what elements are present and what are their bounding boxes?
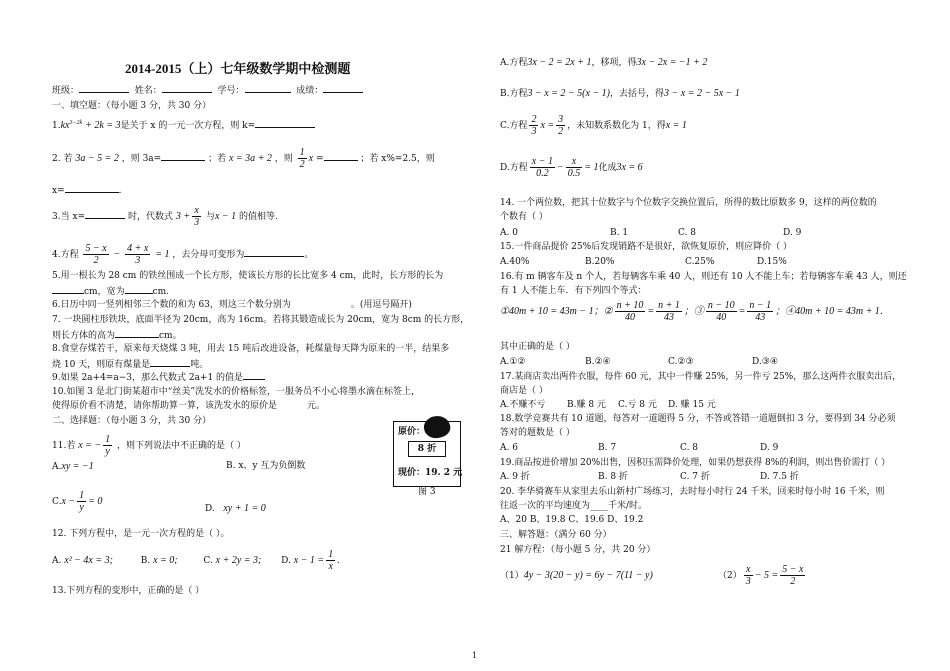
ink-blot: [422, 413, 453, 441]
q19-option-b[interactable]: B. 8 折: [598, 472, 628, 482]
q17-option-a[interactable]: A.不赚不亏: [500, 400, 546, 410]
q19-option-a[interactable]: A. 9 折: [500, 472, 530, 482]
q16-option-a[interactable]: A.①②: [500, 357, 526, 367]
price-tag-discount: 8 折: [408, 441, 446, 457]
question-18: 18.数学竞赛共有 10 道题，每答对一道题得 5 分，不答或答错一道题倒扣 3 分，要得到 34 分必须 答对的题数是（ ）: [500, 414, 896, 438]
page-title: 2014-2015（上）七年级数学期中检测题: [125, 61, 351, 76]
score-field[interactable]: [323, 92, 363, 93]
id-label: 学号：: [217, 86, 245, 96]
q16-prompt: 其中正确的是（ ）: [500, 342, 575, 352]
q11-option-a[interactable]: A.xy = −1: [52, 461, 94, 472]
q13-option-b[interactable]: B.方程3 − x = 2 − 5(x − 1)，去括号，得3 − x = 2 − 5x − 1: [500, 88, 740, 99]
q16-equations: ①40m + 10 = 43m − 1；② $\frac{n + 10}{40}$ = $\frac{n + 1}{43}$ ；③ $\frac{n - 10}{40}$ = $\frac{n - 1}{43}$ ；④40m + 10 = 43m + 1．: [500, 300, 890, 323]
question-9: 9.如果 2a+4=a−3，那么代数式 2a+1 的值是: [52, 373, 265, 384]
question-10: 10.如图 3 是北门街某超市中“丝美”洗发水的价格标签，一服务员不小心将墨水滴在标签上， 使得原价看不清楚，请你帮助算一算，该洗发水的原价是 元。: [52, 387, 420, 411]
q12-option-b[interactable]: B. x = 0;: [140, 555, 178, 566]
question-6: 6.日历中同一竖列相邻三个数的和为 63，则这三个数分别为 。(用逗号隔开): [52, 300, 412, 310]
q12-options: [52, 549, 340, 572]
question-16: 16.有 m 辆客车及 n 个人，若每辆客车乘 40 人，则还有 10 人不能上车；若每辆客车乘 43 人，则还 有 1 人不能上车．有下列四个等式：: [500, 272, 907, 296]
q16-option-d[interactable]: D.③④: [752, 357, 778, 367]
q14-option-c[interactable]: C. 8: [678, 228, 697, 238]
q15-option-b[interactable]: B.20%: [585, 257, 615, 267]
question-2: 2. 若 3a − 5 = 2 ，则 3a= ；若 x = 3a + 2 ，则 $\frac{1}{2}$ x = ；若 x%=2.5，则: [52, 147, 435, 170]
score-label: 成绩：: [296, 86, 324, 96]
q15-option-c[interactable]: C.25%: [685, 257, 715, 267]
section3-heading: 三、解答题：（满分 60 分）: [500, 530, 612, 540]
q12-option-d[interactable]: D. x − 1 = $\frac{1}{x}$ .: [281, 549, 340, 572]
question-14: 14. 一个两位数，把其十位数字与个位数字交换位置后，所得的数比原数多 9，这样的两位数的 个数有（ ）: [500, 198, 877, 222]
question-3: 3.当 x= 时，代数式 3 + $\frac{x}{3}$ 与x − 1 的值相等.: [52, 205, 278, 228]
q12-option-a[interactable]: A. x² − 4x = 3;: [52, 555, 113, 566]
q16-option-b[interactable]: B.②④: [585, 357, 611, 367]
q16-option-c[interactable]: C.②③: [668, 357, 694, 367]
question-12: 12. 下列方程中，是一元一次方程的是（ ）。: [52, 529, 230, 539]
question-4: 4.方程 $\frac{5 - x}{2}$ − $\frac{4 + x}{3}$ = 1 ，去分母可变形为 。: [52, 243, 314, 266]
q14-option-d[interactable]: D. 9: [783, 228, 802, 238]
id-field[interactable]: [245, 92, 291, 93]
q15-option-d[interactable]: D.15%: [757, 257, 787, 267]
q17-option-b[interactable]: B.赚 8 元: [567, 400, 606, 410]
q19-option-d[interactable]: D. 7.5 折: [760, 472, 799, 482]
question-7: 7. 一块圆柱形铁块，底面半径为 20cm，高为 16cm。若将其锻造成长为 20cm，宽为 8cm 的长方形， 则长方体的高为 cm。: [52, 315, 470, 341]
question-8: 8.食堂存煤若干，原来每天烧煤 3 吨，用去 15 吨后改进设备，耗煤量每天降为原来的一半，结果多 烧 10 天，则原有煤量是 吨。: [52, 344, 450, 370]
class-label: 班级：: [52, 86, 80, 96]
price-tag: [393, 421, 461, 487]
question-17: 17.某商店卖出两件衣服，每件 60 元，其中一件赚 25%，另一件亏 25%，那么这两件衣服卖出后， 商店是（ ）: [500, 372, 902, 396]
q20-options[interactable]: A、20 B、19.8 C、19.6 D、19.2: [500, 515, 644, 525]
price-tag-current: 现价：19. 2 元: [398, 468, 463, 478]
q14-option-b[interactable]: B. 1: [610, 228, 629, 238]
name-field[interactable]: [162, 92, 212, 93]
question-13: 13.下列方程的变形中，正确的是（ ）: [52, 586, 205, 596]
question-2-cont: x= .: [52, 186, 122, 196]
q18-option-a[interactable]: A. 6: [500, 443, 518, 453]
section1-heading: 一、填空题：（每小题 3 分，共 30 分）: [52, 101, 212, 111]
question-20: 20. 李华骑赛车从家里去乐山新村广场练习，去时每小时行 24 千米，回来时每小时 16 千米，则 往返一次的平均速度为____千米/时。: [500, 487, 885, 511]
question-11: 11.若 x = − $\frac{1}{y}$ ，则下列说法中不正确的是（ ）: [52, 434, 246, 457]
q17-option-d[interactable]: D. 赚 15 元: [668, 400, 716, 410]
q12-option-c[interactable]: C. x + 2y = 3;: [203, 555, 262, 566]
q13-option-c[interactable]: C.方程 $\frac{2}{3}$ x = $\frac{3}{2}$ ，未知数系数化为 1，得x = 1: [500, 114, 687, 137]
question-21: 21 解方程：（每小题 5 分，共 20 分）: [500, 545, 656, 555]
q11-option-b[interactable]: B. x、y 互为负倒数: [226, 461, 306, 471]
q11-option-d[interactable]: D. xy + 1 = 0: [205, 503, 266, 514]
q1-answer-blank[interactable]: [255, 127, 315, 128]
problem-2: （2） $\frac{x}{3}$ − 5 = $\frac{5 - x}{2}$: [718, 564, 804, 587]
question-19: 19.商品按进价增加 20%出售，因积压需降价处理，如果仍想获得 8%的利润，则出售价需打（ ）: [500, 458, 891, 468]
q11-option-c[interactable]: C.x − $\frac{1}{y}$ = 0: [52, 490, 103, 513]
page-number: 1: [472, 651, 478, 660]
q18-option-c[interactable]: C. 8: [680, 443, 699, 453]
q17-option-c[interactable]: C.亏 8 元: [618, 400, 657, 410]
question-15: 15.一件商品提价 25%后发现销路不是很好，欲恢复原价，则应降价（ ）: [500, 242, 793, 252]
q13-option-d[interactable]: D.方程 $\frac{x - 1}{0.2}$ − $\frac{x}{0.5}$ = 1化成3x = 6: [500, 156, 643, 179]
question-1: $1.kx^{3-2k} + 2k = 3$是关于 x 的一元一次方程，则 k=: [52, 118, 315, 132]
price-tag-original: 原价：: [398, 427, 426, 437]
q19-option-c[interactable]: C. 7 折: [680, 472, 710, 482]
section2-heading: 二、选择题：（每小题 3 分，共 30 分）: [52, 416, 212, 426]
student-info-line: [52, 86, 363, 97]
class-field[interactable]: [79, 92, 129, 93]
figure-caption: 图 3: [418, 487, 436, 497]
q18-option-d[interactable]: D. 9: [760, 443, 779, 453]
problem-1: （1）4y − 3(20 − y) = 6y − 7(11 − y): [500, 570, 653, 581]
q13-option-a[interactable]: A.方程3x − 2 = 2x + 1，移项，得3x − 2x = −1 + 2: [500, 57, 708, 68]
q18-option-b[interactable]: B. 7: [598, 443, 617, 453]
q14-option-a[interactable]: A. 0: [500, 228, 518, 238]
name-label: 姓名：: [134, 86, 162, 96]
q15-option-a[interactable]: A.40%: [500, 257, 530, 267]
question-5: 5.用一根长为 28 cm 的铁丝围成一个长方形，使该长方形的长比宽多 4 cm，此时，长方形的长为 cm，宽为 cm.: [52, 271, 444, 297]
